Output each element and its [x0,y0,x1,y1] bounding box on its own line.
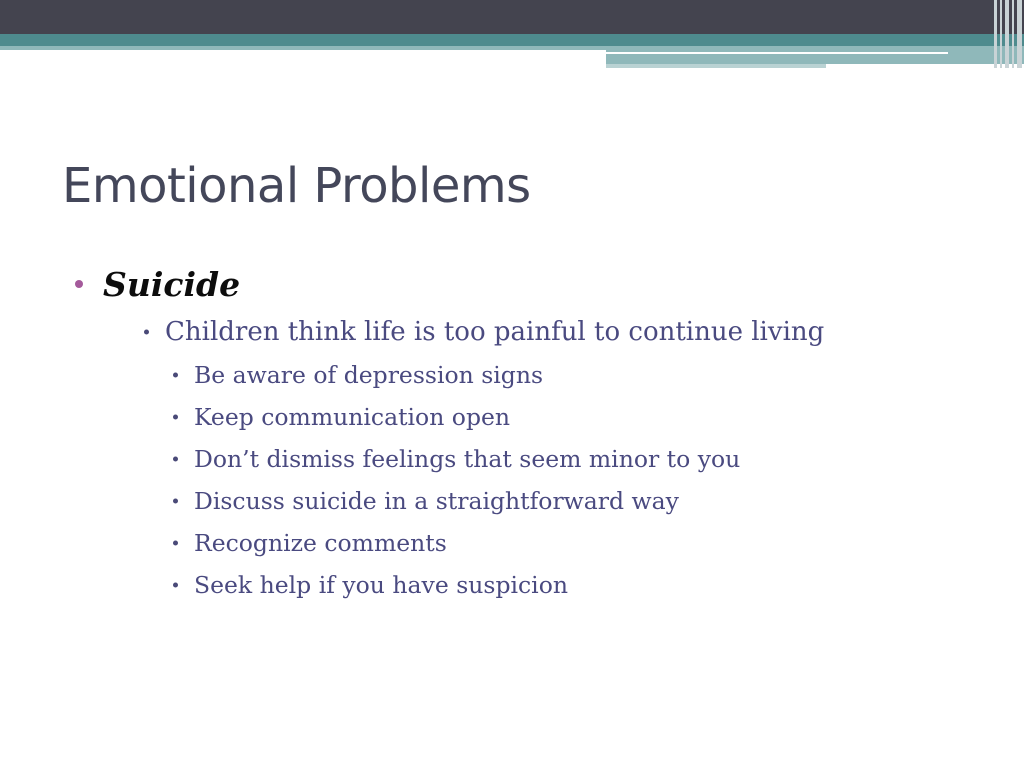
header-band-teal [0,34,1024,46]
bullet-text: Be aware of depression signs [194,361,544,389]
slide-body [70,258,970,606]
bullet-dot-icon [173,373,178,378]
bullet-dot-icon [75,280,83,288]
header-band-line [606,52,948,54]
header-band-right-block [606,46,1024,64]
bullet-level3 [70,396,970,438]
header-vertical-stripes [990,0,1024,68]
bullet-level3 [70,438,970,480]
bullet-dot-icon [173,415,178,420]
bullet-level2 [70,310,970,354]
bullet-text: Recognize comments [194,529,447,557]
header-band-line [606,64,826,68]
header-band-teal-light [0,46,606,50]
bullet-level3 [70,480,970,522]
bullet-level1 [70,258,970,310]
bullet-dot-icon [173,583,178,588]
bullet-level3 [70,354,970,396]
bullet-dot-icon [173,541,178,546]
bullet-text: Don’t dismiss feelings that seem minor to you [194,445,741,473]
bullet-text: Seek help if you have suspicion [194,571,568,599]
bullet-dot-icon [173,499,178,504]
bullet-dot-icon [144,330,149,335]
slide-title: Emotional Problems [62,158,531,214]
bullet-text: Children think life is too painful to continue living [165,317,825,347]
bullet-level3 [70,522,970,564]
bullet-level3 [70,564,970,606]
bullet-text: Keep communication open [194,403,511,431]
bullet-text: Suicide [103,264,241,304]
bullet-dot-icon [173,457,178,462]
header-band-dark [0,0,1024,34]
bullet-text: Discuss suicide in a straightforward way [194,487,679,515]
